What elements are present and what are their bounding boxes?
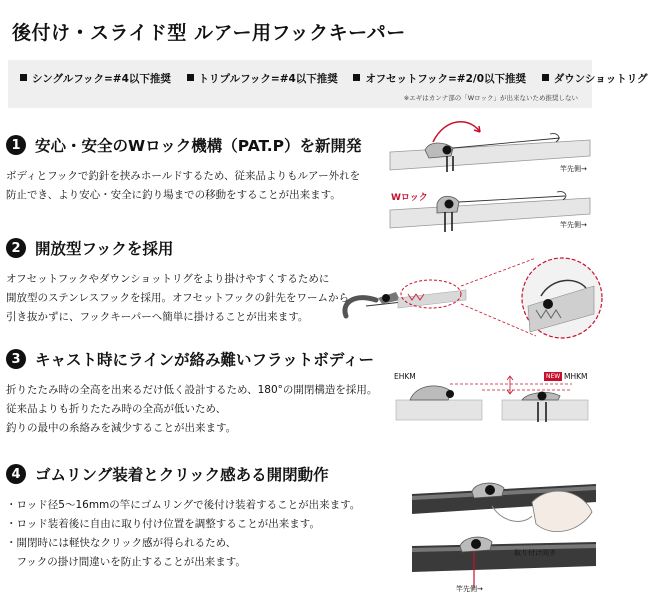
section-flat-body [6, 347, 376, 438]
recommendation-item: オフセットフック=#2/0以下推奨 [353, 71, 526, 86]
section-number: 4 [6, 464, 26, 484]
section-number: 3 [6, 349, 26, 369]
recommendation-box [8, 60, 648, 108]
square-bullet-icon [542, 74, 549, 81]
recommendation-item: ダウンショットリグ [542, 71, 648, 86]
recommendation-note: ※エギはカンナ部の「Wロック」が出来ないため推奨しない [403, 94, 578, 102]
open-hook-illustration [336, 248, 598, 344]
section-number: 1 [6, 135, 26, 155]
rod-tip-label: 竿先側→ [456, 585, 483, 593]
recommendation-list [20, 71, 660, 86]
section-title: ゴムリング装着とクリック感ある開閉動作 [35, 466, 329, 484]
section-title: 安心・安全のWロック機構（PAT.P）を新開発 [35, 137, 362, 155]
flat-body-illustration [392, 372, 592, 432]
section-body: オフセットフックやダウンショットリグをより掛けやすくするために 開放型のステンレスフックを採用。オフセットフックの針先をワームから 引き抜かずに、フックキーパーへ簡単に掛けることが出来ます。 [6, 273, 349, 323]
wlock-illustration [385, 112, 595, 240]
square-bullet-icon [353, 74, 360, 81]
recommendation-item: シングルフック=#4以下推奨 [20, 71, 171, 86]
section-title: キャスト時にラインが絡み難いフラットボディー [35, 351, 374, 369]
rubber-ring-illustration [412, 462, 596, 598]
wlock-label: Wロック [391, 193, 428, 203]
section-open-hook [6, 236, 376, 327]
mount-direction-label: 取り付け向き [514, 549, 556, 557]
recommendation-item: トリプルフック=#4以下推奨 [187, 71, 338, 86]
section-number: 2 [6, 238, 26, 258]
square-bullet-icon [20, 74, 27, 81]
page-title: 後付け・スライド型 ルアー用フックキーパー [12, 22, 406, 44]
model-label-left: EHKM [394, 372, 416, 381]
section-body: ボディとフックで釣針を挟みホールドするため、従来品よりもルアー外れを 防止でき、より安心・安全に釣り場までの移動をすることが出来ます。 [6, 170, 361, 201]
square-bullet-icon [187, 74, 194, 81]
section-body: ・ロッド径5～16mmの竿にゴムリングで後付け装着することが出来ます。 ・ロッド装着後に自由に取り付け位置を調整することが出来ます。 ・開閉時には軽快なクリック感が得られるため、 フックの掛け間違いを防止することが出来ます。 [6, 499, 361, 568]
rod-tip-label: 竿先側→ [560, 165, 587, 173]
section-title: 開放型フックを採用 [35, 240, 174, 258]
model-label-right: MHKM [564, 372, 588, 381]
section-wlock [6, 133, 376, 205]
rod-tip-label: 竿先側→ [560, 221, 587, 229]
section-body: 折りたたみ時の全高を出来るだけ低く設計するため、180°の開閉構造を採用。 従来品よりも折りたたみ時の全高が低いため、 釣りの最中の糸絡みを減少することが出来ます。 [6, 384, 378, 434]
new-badge: NEW [546, 373, 561, 380]
section-rubber-ring [6, 462, 376, 572]
